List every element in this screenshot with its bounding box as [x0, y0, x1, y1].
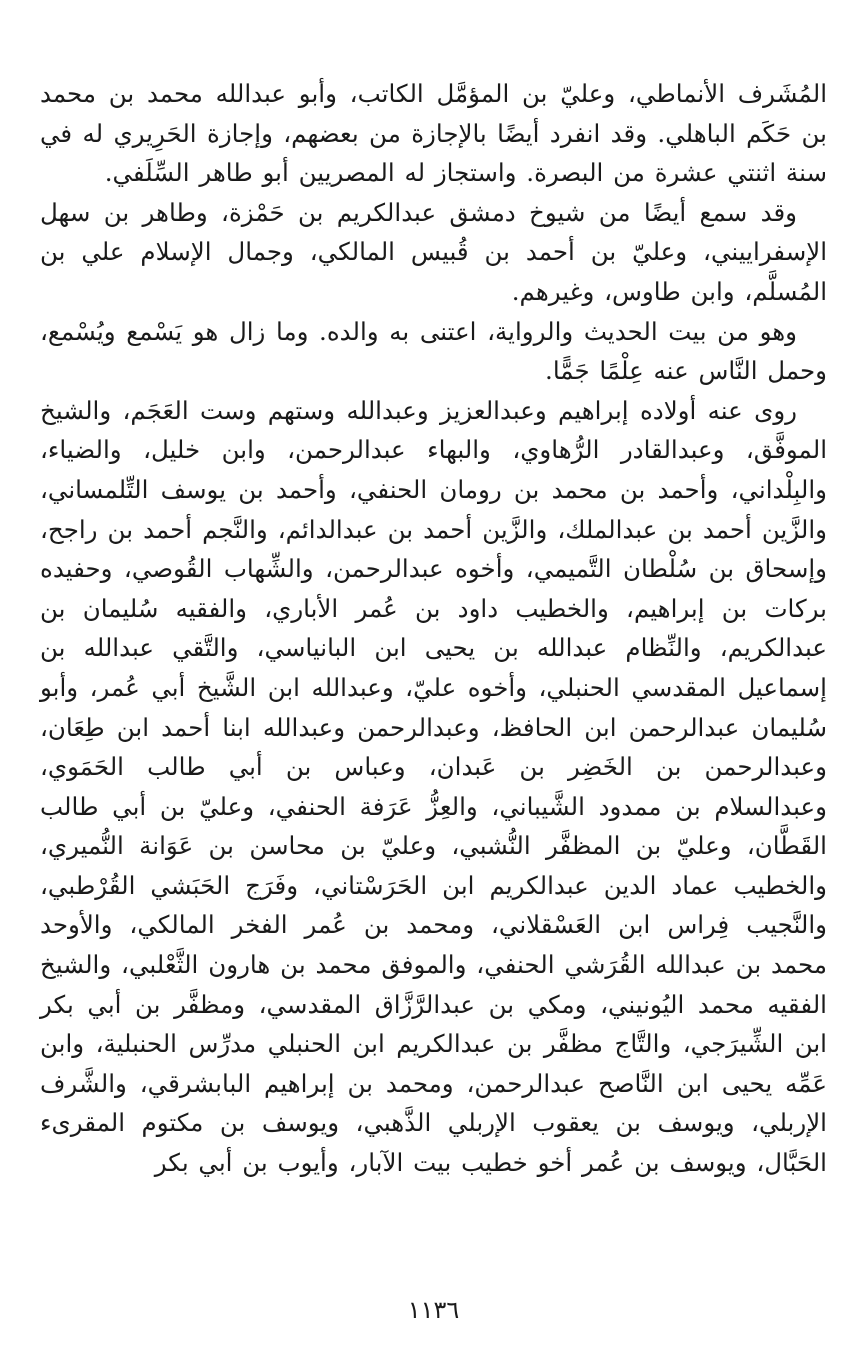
page-number: ١١٣٦	[407, 1296, 460, 1324]
body-text	[40, 74, 827, 1183]
paragraph-2: وقد سمع أيضًا من شيوخ دمشق عبدالكريم بن حَمْزة، وطاهر بن سهل الإسفراييني، وعليّ بن أحمد بن قُبيس المالكي، وجمال الإسلام علي بن المُسلَّم، وابن طاوس، وغيرهم.	[40, 197, 827, 306]
paragraph-1: المُشَرف الأنماطي، وعليّ بن المؤمَّل الكاتب، وأبو عبدالله محمد بن محمد بن حَكَم الباهلي. وقد انفرد أيضًا بالإجازة من بعضهم، وإجازة الحَرِيري له في سنة اثنتي عشرة من البصرة. واستجاز له المصريين أبو طاهر السِّلَفي.	[40, 79, 827, 188]
paragraph-4: روى عنه أولاده إبراهيم وعبدالعزيز وعبدالله وستهم وست العَجَم، والشيخ الموفَّق، وعبدالقادر الرُّهاوي، والبهاء عبدالرحمن، وابن خليل، والضياء، والبِلْداني، وأحمد بن محمد بن رومان الحنفي، وأحمد بن يوسف التِّلمساني، والزَّين أحمد بن عبدالملك، والزَّين أحمد بن عبدالدائم، والنَّجم أحمد بن راجح، وإسحاق بن سُلْطان التَّميمي، وأخوه عبدالرحمن، والشِّهاب القُوصي، وحفيده بركات بن إبراهيم، والخطيب داود بن عُمر الأباري، والفقيه سُليمان بن عبدالكريم، والنِّظام عبدالله بن يحيى ابن البانياسي، والتَّقي عبدالله بن إسماعيل المقدسي الحنبلي، وأخوه عليّ، وعبدالله ابن الشَّيخ أبي عُمر، وأبو سُليمان عبدالرحمن ابن الحافظ، وعبدالرحمن وعبدالله ابنا أحمد ابن طِعَان، وعبدالرحمن بن الخَضِر بن عَبدان، وعباس بن أبي طالب الحَمَوي، وعبدالسلام بن ممدود الشَّيباني، والعِزُّ عَرَفة الحنفي، وعليّ بن أبي طالب القَطَّان، وعليّ بن المظفَّر النُّشبي، وعليّ بن محاسن بن عَوَانة النُّميري، والخطيب عماد الدين عبدالكريم ابن الحَرَسْتاني، وفَرَج الحَبَشي القُرْطبي، والنَّجيب فِراس ابن العَسْقلاني، ومحمد بن عُمر الفخر المالكي، والأوحد محمد بن عبدالله القُرَشي الحنفي، والموفق محمد بن هارون الثَّعْلبي، والشيخ الفقيه محمد اليُونيني، ومكي بن عبدالرَّزَّاق المقدسي، ومظفَّر بن أبي بكر ابن الشِّيرَجي، والتَّاج مظفَّر بن عبدالكريم ابن الحنبلي مدرِّس الحنبلية، وابن عَمِّه يحيى ابن النَّاصح عبدالرحمن، ومحمد بن إبراهيم البابشرقي، والشَّرف الإربلي، ويوسف بن يعقوب الإربلي الذَّهبي، ويوسف بن مكتوم المقرىء الحَبَّال، ويوسف بن عُمر أخو خطيب بيت الآبار، وأيوب بن أبي بكر	[40, 395, 827, 1178]
paragraph-3: وهو من بيت الحديث والرواية، اعتنى به والده. وما زال هو يَسْمع ويُسْمع، وحمل النَّاس عنه عِلْمًا جَمًّا.	[40, 316, 827, 386]
